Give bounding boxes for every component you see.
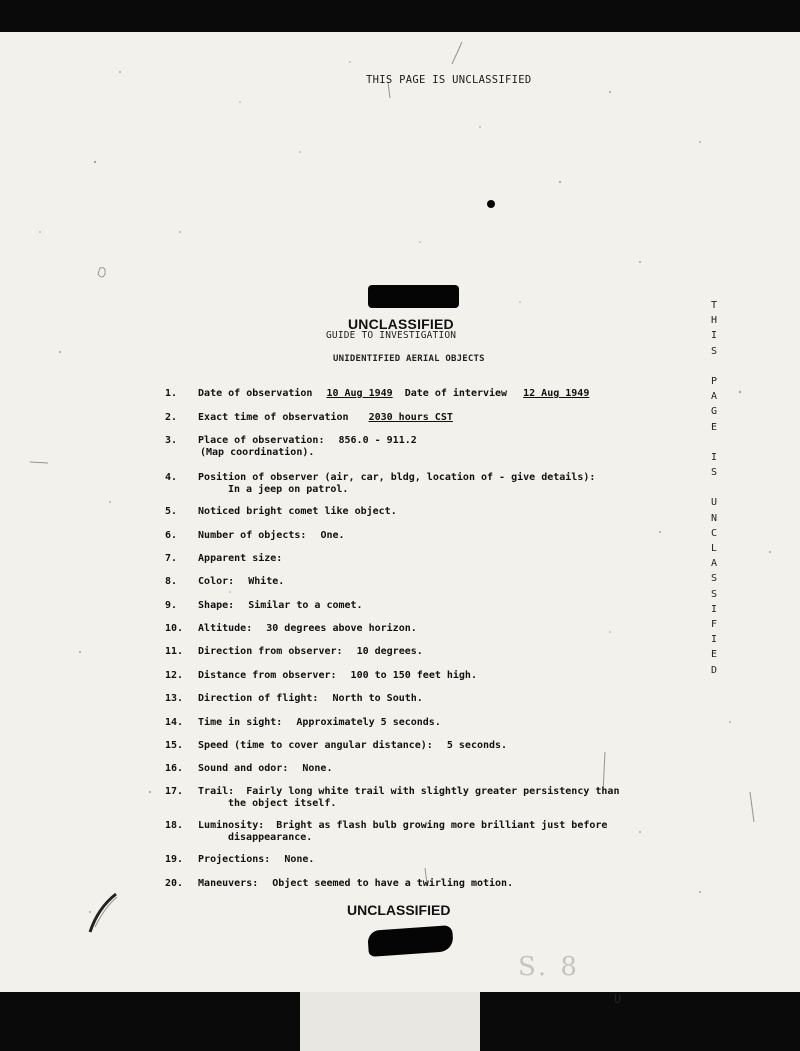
- item-label: Noticed bright comet like object.: [198, 506, 397, 517]
- item-18-continuation: disappearance.: [228, 832, 313, 843]
- side-letter: I: [710, 330, 718, 342]
- item-number: 15.: [165, 740, 184, 751]
- item-number: 12.: [165, 670, 184, 681]
- side-letter: G: [710, 406, 718, 418]
- side-letter: C: [710, 527, 718, 539]
- item-value: Similar to a comet.: [248, 600, 363, 611]
- item-7: [165, 553, 282, 564]
- side-letter: E: [710, 649, 718, 661]
- item-label: Altitude:: [198, 623, 253, 634]
- item-value: One.: [320, 530, 345, 541]
- item-label: Direction from observer:: [198, 646, 343, 657]
- item-number: 20.: [165, 878, 184, 889]
- item-number: 10.: [165, 623, 184, 634]
- item-14: [165, 717, 441, 728]
- item-label: Luminosity:: [198, 820, 265, 831]
- document-page: [0, 32, 800, 992]
- item-value-secondary: 12 Aug 1949: [523, 388, 590, 399]
- side-letter: A: [710, 391, 718, 403]
- item-label: Position of observer (air, car, bldg, location of - give details):: [198, 472, 596, 483]
- item-17: [165, 786, 619, 797]
- item-19: [165, 854, 314, 865]
- item-label: Speed (time to cover angular distance):: [198, 740, 433, 751]
- item-number: 1.: [165, 388, 178, 399]
- item-value: None.: [302, 763, 333, 774]
- side-letter: S: [710, 345, 718, 357]
- item-15: [165, 740, 507, 751]
- item-label-secondary: Date of interview: [404, 388, 508, 399]
- item-label: Color:: [198, 576, 235, 587]
- side-letter: [708, 480, 720, 495]
- top-classification-banner: THIS PAGE IS UNCLASSIFIED: [366, 74, 532, 86]
- item-18: [165, 820, 607, 831]
- item-value: North to South.: [332, 693, 423, 704]
- item-value: 30 degrees above horizon.: [266, 623, 417, 634]
- item-10: [165, 623, 417, 634]
- item-3-continuation: (Map coordination).: [200, 447, 315, 458]
- side-letter: I: [710, 603, 718, 615]
- item-6: [165, 530, 345, 541]
- item-label: Apparent size:: [198, 553, 283, 564]
- item-number: 2.: [165, 412, 178, 423]
- redaction-bar-top: [368, 285, 459, 308]
- item-2: [165, 412, 453, 423]
- item-label: Shape:: [198, 600, 235, 611]
- item-number: 13.: [165, 693, 184, 704]
- item-17-continuation: the object itself.: [228, 798, 337, 809]
- form-subtitle: UNIDENTIFIED AERIAL OBJECTS: [333, 354, 485, 364]
- side-classification-banner: [708, 298, 720, 678]
- item-value: 5 seconds.: [446, 740, 508, 751]
- item-number: 14.: [165, 717, 184, 728]
- item-value: Bright as flash bulb growing more brilliant just before: [276, 820, 608, 831]
- item-number: 6.: [165, 530, 178, 541]
- side-letter: [708, 435, 720, 450]
- side-letter: F: [710, 618, 718, 630]
- item-label: Direction of flight:: [198, 693, 319, 704]
- side-letter: N: [710, 512, 718, 524]
- side-letter: D: [710, 664, 718, 676]
- side-letter: A: [710, 558, 718, 570]
- item-label: Sound and odor:: [198, 763, 289, 774]
- item-4-continuation: In a jeep on patrol.: [228, 484, 349, 495]
- item-number: 5.: [165, 506, 178, 517]
- scan-bottom-border: [0, 992, 800, 1051]
- bottom-mark: U: [614, 992, 622, 1006]
- item-16: [165, 763, 332, 774]
- item-label: Projections:: [198, 854, 271, 865]
- item-number: 18.: [165, 820, 184, 831]
- item-number: 16.: [165, 763, 184, 774]
- side-letter: L: [710, 543, 718, 554]
- classification-stamp-bottom: UNCLASSIFIED: [347, 902, 451, 918]
- item-9: [165, 600, 363, 611]
- side-letter: S: [710, 467, 718, 479]
- classification-stamp-top: UNCLASSIFIED: [348, 316, 454, 332]
- item-number: 4.: [165, 472, 178, 483]
- item-label: Time in sight:: [198, 717, 283, 728]
- item-11: [165, 646, 423, 657]
- item-value: White.: [248, 576, 285, 587]
- item-value: 2030 hours CST: [368, 412, 453, 423]
- item-value: Approximately 5 seconds.: [296, 717, 441, 728]
- side-letter: S: [710, 588, 718, 600]
- item-value: 100 to 150 feet high.: [350, 670, 477, 681]
- item-number: 3.: [165, 435, 178, 446]
- item-8: [165, 576, 284, 587]
- side-letter: E: [710, 421, 718, 433]
- adjacent-page-edge: [300, 992, 622, 1051]
- item-label: Maneuvers:: [198, 878, 259, 889]
- item-number: 19.: [165, 854, 184, 865]
- side-letter: [708, 359, 720, 374]
- item-label: Place of observation:: [198, 435, 325, 446]
- item-value: Fairly long white trail with slightly greater persistency than: [246, 786, 620, 797]
- side-letter: U: [710, 497, 718, 509]
- item-label: Exact time of observation: [198, 412, 349, 423]
- item-number: 9.: [165, 600, 178, 611]
- item-value: Object seemed to have a twirling motion.: [272, 878, 514, 889]
- item-4: [165, 472, 595, 483]
- item-3: [165, 435, 417, 446]
- ink-spot: [487, 200, 495, 208]
- side-letter: S: [710, 573, 718, 585]
- scan-noise: [0, 32, 800, 992]
- side-letter: I: [710, 634, 718, 646]
- item-label: Date of observation: [198, 388, 313, 399]
- item-number: 11.: [165, 646, 184, 657]
- guide-title: GUIDE TO INVESTIGATION: [326, 330, 457, 341]
- item-number: 8.: [165, 576, 178, 587]
- item-label: Number of objects:: [198, 530, 307, 541]
- item-value: 856.0 - 911.2: [338, 435, 417, 446]
- side-letter: P: [710, 375, 718, 387]
- side-letter: I: [710, 451, 718, 463]
- item-label: Trail:: [198, 786, 235, 797]
- item-label: Distance from observer:: [198, 670, 337, 681]
- side-letter: H: [710, 315, 718, 327]
- item-number: 17.: [165, 786, 184, 797]
- side-letter: T: [710, 300, 718, 311]
- item-20: [165, 878, 513, 889]
- item-12: [165, 670, 477, 681]
- item-value: 10 degrees.: [356, 646, 423, 657]
- item-value: None.: [284, 854, 315, 865]
- faded-file-number: S. 8: [518, 952, 580, 982]
- item-1: [165, 388, 589, 399]
- item-5: [165, 506, 397, 517]
- item-value: 10 Aug 1949: [326, 388, 393, 399]
- item-number: 7.: [165, 553, 178, 564]
- item-13: [165, 693, 423, 704]
